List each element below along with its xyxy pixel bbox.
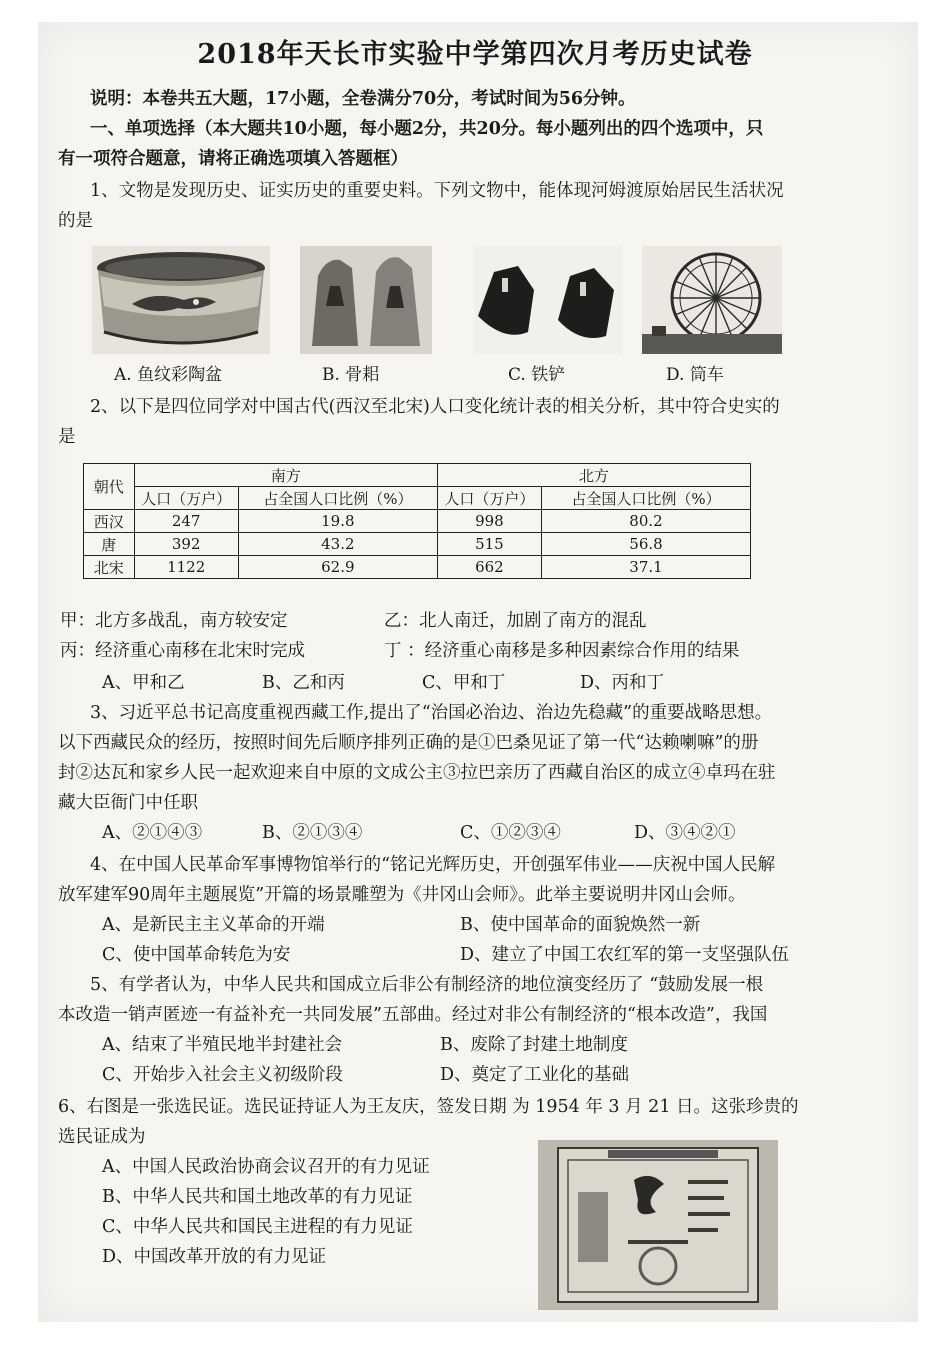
q3-stem-line3: 封②达瓦和家乡人民一起欢迎来自中原的文成公主③拉巴亲历了西藏自治区的成立④卓玛在驻 — [58, 763, 776, 783]
table-subheader: 人口（万户） — [437, 487, 541, 510]
table-corner: 朝代 — [84, 464, 135, 510]
q6-option-d[interactable]: D、中国改革开放的有力见证 — [102, 1247, 327, 1267]
q2-option-a[interactable]: A、甲和乙 — [102, 673, 185, 693]
q5-stem-line2: 本改造一销声匿迹一有益补充一共同发展”五部曲。经过对非公有制经济的“根本改造”，我国 — [58, 1005, 768, 1025]
q4-option-c[interactable]: C、使中国革命转危为安 — [102, 945, 291, 965]
q1-stem-line1: 1、文物是发现历史、证实历史的重要史料。下列文物中，能体现河姆渡原始居民生活状况 — [90, 181, 784, 201]
table-row — [84, 510, 751, 533]
table-cell: 392 — [134, 533, 238, 556]
population-table — [83, 463, 751, 579]
q3-stem-line2: 以下西藏民众的经历，按照时间先后顺序排列正确的是①巴桑见证了第一代“达赖喇嘛”的册 — [58, 733, 759, 753]
table-subheader: 人口（万户） — [134, 487, 238, 510]
table-cell: 北宋 — [84, 556, 135, 579]
table-cell: 998 — [437, 510, 541, 533]
table-cell: 西汉 — [84, 510, 135, 533]
q4-option-d[interactable]: D、建立了中国工农红军的第一支坚强队伍 — [460, 945, 790, 965]
q5-option-d[interactable]: D、奠定了工业化的基础 — [440, 1065, 630, 1085]
table-cell: 662 — [437, 556, 541, 579]
voter-certificate-image — [538, 1140, 778, 1310]
q4-option-b[interactable]: B、使中国革命的面貌焕然一新 — [460, 915, 701, 935]
table-subheader: 占全国人口比例（%） — [238, 487, 437, 510]
q2-stem-line2: 是 — [58, 427, 76, 447]
table-cell: 80.2 — [541, 510, 750, 533]
q3-option-a[interactable]: A、②①④③ — [102, 823, 203, 843]
water-wheel-image — [642, 246, 782, 354]
q6-option-a[interactable]: A、中国人民政治协商会议召开的有力见证 — [102, 1157, 430, 1177]
option-caption-d: D. 筒车 — [666, 365, 724, 385]
statement-ding: 丁 ：经济重心南移是多种因素综合作用的结果 — [384, 641, 740, 661]
table-cell: 1122 — [134, 556, 238, 579]
painted-pottery-basin-image — [92, 246, 270, 354]
bone-spade-image — [300, 246, 432, 354]
option-caption-b: B. 骨耜 — [322, 365, 380, 385]
q2-option-d[interactable]: D、丙和丁 — [580, 673, 665, 693]
section-heading-line2: 有一项符合题意，请将正确选项填入答题框） — [58, 149, 408, 169]
option-caption-a: A. 鱼纹彩陶盆 — [114, 365, 223, 385]
q3-stem-line4: 藏大臣衙门中任职 — [58, 793, 198, 813]
table-cell: 43.2 — [238, 533, 437, 556]
q6-option-c[interactable]: C、中华人民共和国民主进程的有力见证 — [102, 1217, 413, 1237]
q5-stem-line1: 5、有学者认为，中华人民共和国成立后非公有制经济的地位演变经历了 “鼓励发展一根 — [90, 975, 764, 995]
section-heading-line1: 一、单项选择（本大题共10小题，每小题2分，共20分。每小题列出的四个选项中，只 — [90, 119, 764, 139]
table-header-north: 北方 — [437, 464, 750, 487]
q5-option-a[interactable]: A、结束了半殖民地半封建社会 — [102, 1035, 343, 1055]
q2-stem-line1: 2、以下是四位同学对中国古代(西汉至北宋)人口变化统计表的相关分析，其中符合史实的 — [90, 397, 780, 417]
iron-shovel-image — [474, 246, 622, 354]
instructions: 说明：本卷共五大题，17小题，全卷满分70分，考试时间为56分钟。 — [90, 89, 636, 109]
q3-option-d[interactable]: D、③④②① — [634, 823, 736, 843]
q6-stem-line1: 6、右图是一张选民证。选民证持证人为王友庆，签发日期 为 1954 年 3 月 21 日。这张珍贵的 — [58, 1097, 799, 1117]
q4-option-a[interactable]: A、是新民主主义革命的开端 — [102, 915, 325, 935]
q2-option-b[interactable]: B、乙和丙 — [262, 673, 345, 693]
q3-option-b[interactable]: B、②①③④ — [262, 823, 363, 843]
table-row — [84, 533, 751, 556]
table-cell: 247 — [134, 510, 238, 533]
q1-stem-line2: 的是 — [58, 211, 93, 231]
statement-yi: 乙：北人南迁，加剧了南方的混乱 — [384, 611, 647, 631]
table-cell: 515 — [437, 533, 541, 556]
table-cell: 37.1 — [541, 556, 750, 579]
table-subheader: 占全国人口比例（%） — [541, 487, 750, 510]
q6-stem-line2: 选民证成为 — [58, 1127, 146, 1147]
statement-jia: 甲：北方多战乱，南方较安定 — [60, 611, 288, 631]
q2-option-c[interactable]: C、甲和丁 — [422, 673, 506, 693]
table-cell: 56.8 — [541, 533, 750, 556]
exam-title: 2018年天长市实验中学第四次月考历史试卷 — [197, 39, 753, 70]
table-cell: 唐 — [84, 533, 135, 556]
q4-stem-line1: 4、在中国人民革命军事博物馆举行的“铭记光辉历史，开创强军伟业——庆祝中国人民解 — [90, 855, 776, 875]
q3-option-c[interactable]: C、①②③④ — [460, 823, 561, 843]
option-caption-c: C. 铁铲 — [508, 365, 566, 385]
table-header-south: 南方 — [134, 464, 437, 487]
q5-option-c[interactable]: C、开始步入社会主义初级阶段 — [102, 1065, 343, 1085]
q6-option-b[interactable]: B、中华人民共和国土地改革的有力见证 — [102, 1187, 413, 1207]
table-row — [84, 556, 751, 579]
table-cell: 19.8 — [238, 510, 437, 533]
q4-stem-line2: 放军建军90周年主题展览”开篇的场景雕塑为《井冈山会师》。此举主要说明井冈山会师。 — [58, 885, 746, 905]
q5-option-b[interactable]: B、废除了封建土地制度 — [440, 1035, 628, 1055]
q3-stem-line1: 3、习近平总书记高度重视西藏工作,提出了“治国必治边、治边先稳藏”的重要战略思想。 — [90, 703, 773, 723]
table-cell: 62.9 — [238, 556, 437, 579]
statement-bing: 丙：经济重心南移在北宋时完成 — [60, 641, 305, 661]
